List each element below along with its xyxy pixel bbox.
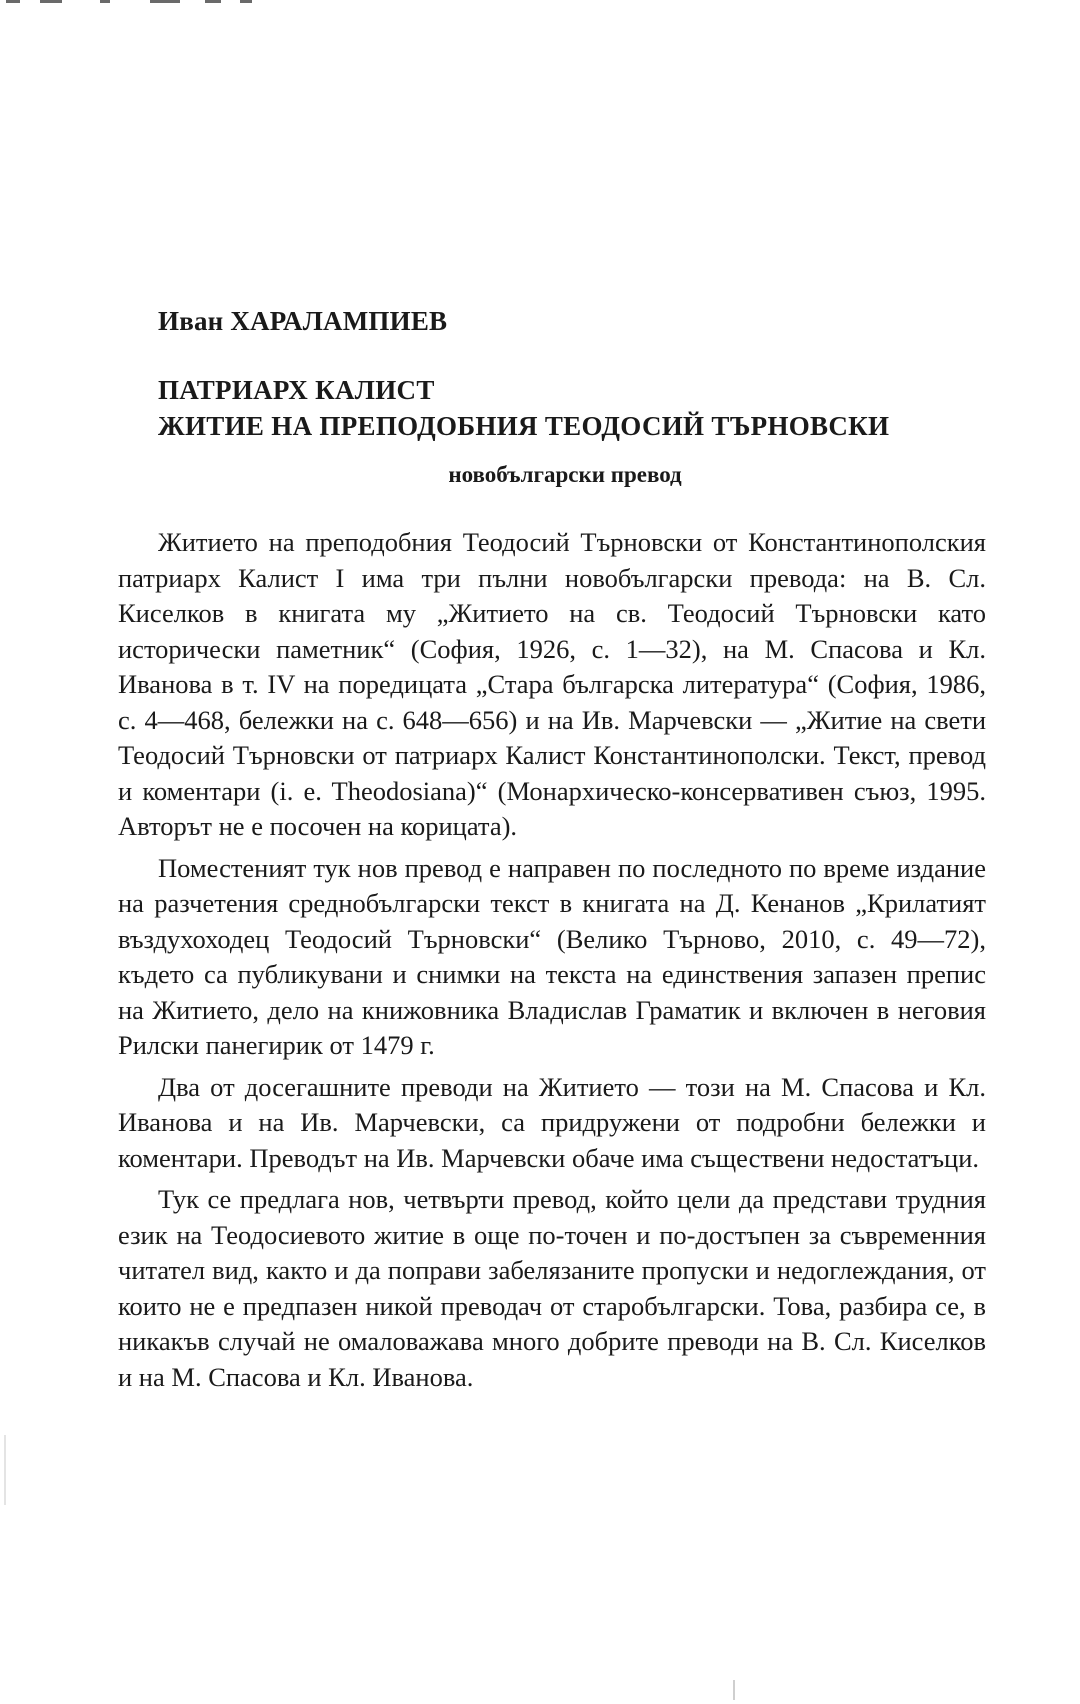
title-line-1: ПАТРИАРХ КАЛИСТ <box>158 375 435 405</box>
document-subtitle: новобългарски превод <box>448 462 682 487</box>
scan-artifact-top <box>0 0 260 10</box>
paragraph-3: Два от досегашните преводи на Житието — този на М. Спасова и Кл. Иванова и на Ив. Марчевски, са придружени от подробни бележки и коментари. Преводът на Ив. Марчевски обаче има съществени недостатъци. <box>118 1071 986 1173</box>
paragraph-4: Тук се предлага нов, четвърти превод, който цели да представи трудния език на Теодосиевото житие в още по-точен и по-достъпен за съвременния читател вид, както и да поправи забелязаните пропуски и недоглеждания, от които не е предпазен никой преводач от старобългарски. Това, разбира се, в никакъв случай не омаловажава много добрите преводи на В. Сл. Киселков и на М. Спасова и Кл. Иванова. <box>118 1184 986 1392</box>
scan-artifact-left <box>4 1435 6 1505</box>
document-title <box>158 372 889 444</box>
title-line-2: ЖИТИЕ НА ПРЕПОДОБНИЯ ТЕОДОСИЙ ТЪРНОВСКИ <box>158 411 890 441</box>
paragraph-1: Житието на преподобния Теодосий Търновски от Константинополския патриарх Калист I има три пълни новобългарски превода: на В. Сл. Киселков в книгата му „Житието на св. Теодосий Търновски като исторически паметник“ (София, 1926, с. 1—32), на М. Спасова и Кл. Иванова в т. IV на поредицата „Стара българска литература“ (София, 1986, с. 4—468, бележки на с. 648—656) и на Ив. Марчевски — „Житие на свети Теодосий Търновски от патриарх Калист Константинополски. Текст, превод и коментари (i. e. Theodosiana)“ (Монархическо-консервативен съюз, 1995. Авторът не е посочен на корицата). <box>118 527 986 841</box>
body-text <box>118 525 986 1401</box>
paragraph-2: Поместеният тук нов превод е направен по последното по време издание на разчетения среднобългарски текст в книгата на Д. Кенанов „Крилатият въздухоходец Теодосий Търновски“ (Велико Търново, 2010, с. 49—72), където са публикувани и снимки на текста на единствения запазен препис на Житието, дело на книжовника Владислав Граматик и включен в неговия Рилски панегирик от 1479 г. <box>118 852 986 1060</box>
scan-artifact-bottom <box>733 1680 735 1700</box>
author-name: Иван ХАРАЛАМПИЕВ <box>158 306 448 336</box>
